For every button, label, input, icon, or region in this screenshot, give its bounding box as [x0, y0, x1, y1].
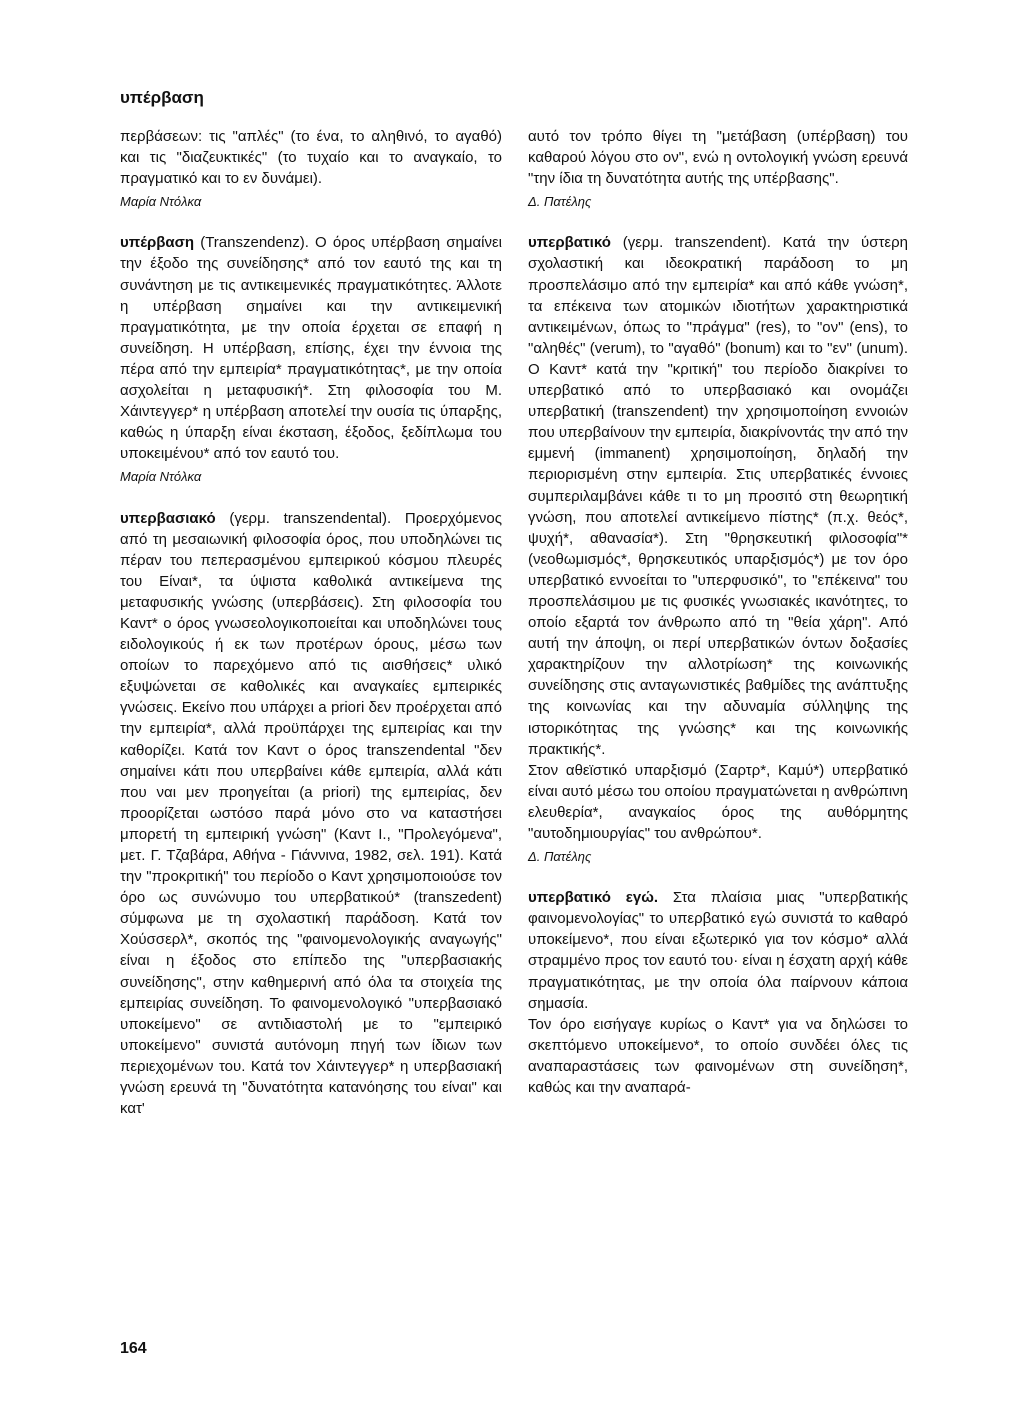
entry-text: (Transzendenz). Ο όρος υπέρβαση σημαίνει την έξοδο της συνείδησης* από τον εαυτό της και τη συνάντηση με τις αντικειμενικές πραγματικότητες. Άλλοτε η υπέρβαση σημαίνει και την αντικειμενική πραγματικότητα, με την οποία έρχεται σε επαφή η συνείδηση. Η υπέρβαση, επίσης, έχει την έννοια της πέρα από την εμπειρία* πραγματικότητας*, με την οποία ασχολείται η μεταφυσική*. Στη φιλοσοφία του Μ. Χάιντεγγερ* η υπέρβαση αποτελεί την ουσία τις ύπαρξης, καθώς η ύπαρξη είναι έκσταση, έξοδος, ξεδίπλωμα του υποκειμένου* από τον εαυτό του. [120, 234, 502, 463]
entry-term: υπερβατικό [528, 234, 611, 252]
entry-term: υπερβατικό εγώ. [528, 889, 659, 907]
paragraph: περβάσεων: τις "απλές" (το ένα, το αληθινό, το αγαθό) και τις "διαζευκτικές" (το τυχαίο και το αναγκαίο, το πραγματικό και το εν δυνάμει). [120, 128, 502, 188]
author-signature: Δ. Πατέλης [528, 849, 592, 865]
paragraph: Στον αθεϊστικό υπαρξισμό (Σαρτρ*, Καμύ*) υπερβατικό είναι αυτό μέσω του οποίου πραγματώνεται η ανθρώπινη ελευθερία*, αναγκαίος όρος της αυθόρμητης "αυτοδημιουργίας" του ανθρώπου*. [528, 761, 908, 842]
page-header-title: υπέρβαση [120, 88, 204, 107]
entry-text: (γερμ. transzendental). Προερχόμενος από τη μεσαιωνική φιλοσοφία όρος, που υποδηλώνει τις πέραν του πεπερασμένου εμπειρικού κόσμου πλευρές του Είναι*, τα ύψιστα καθολικά αντικείμενα της μεταφυσικής γνώσης (υπερβάσεις). Στη φιλοσοφία του Καντ* ο όρος γνωσεολογικοποιείται και υποδηλώνει τους ειδολογικούς ή εκ των προτέρων όρους, μέσω των οποίων το παρεχόμενο από τις αισθήσεις* υλικό εξυψώνεται σε καθολικές και αναγκαίες εμπειρικές γνώσεις. Εκείνο που υπάρχει a priori δεν προέρχεται από την εμπειρία*, αλλά προϋπάρχει της εμπειρίας και την καθορίζει. Κατά τον Καντ ο όρος transzendental "δεν σημαίνει κάτι που υπερβαίνει κάθε εμπειρία, αλλά κάτι που ναι μεν προηγείται (a priori) της εμπειρίας, δεν προορίζεται ωστόσο παρά μόνο στο να καταστήσει μπορετή τη εμπειρική γνώση" (Καντ Ι., "Προλεγόμενα", μετ. Γ. Τζαβάρα, Αθήνα - Γιάννινα, 1982, σελ. 191). Κατά την "προκριτική" του περίοδο ο Καντ χρησιμοποιούσε τον όρο ως συνώνυμο του υπερβατικού* (transzedent) σύμφωνα με τη σχολαστική παράδοση. Κατά τον Χούσσερλ*, σκοπός της "φαινομενολογικής αναγωγής" είναι η έξοδος στο επίπεδο της "υπερβασιακής συνείδησης", στην καθημερινή από όλα τα στοιχεία της εμπειρίας συνείδηση. Το φαινομενολογικό "υπερβασιακό υποκείμενο" σε αντιδιαστολή με το "εμπειρικό υποκείμενο" συνιστά αυτόνομη πηγή των ίδιων των περιεχομένων του. Κατά τον Χάιντεγγερ* η υπερβασιακή γνώση ερευνά τη "δυνατότητα κατανόησης του είναι" και κατ' [120, 509, 502, 1118]
paragraph: αυτό τον τρόπο θίγει τη "μετάβαση (υπέρβαση) του καθαρού λόγου στο ον", ενώ η οντολογική γνώση ερευνά "την ίδια τη δυνατότητα αυτής της υπέρβασης". [528, 128, 908, 188]
dictionary-entry [528, 232, 908, 759]
entry-term: υπέρβαση [120, 234, 195, 252]
entry-term: υπερβασιακό [120, 509, 216, 527]
entry-text: (γερμ. transzendent). Κατά την ύστερη σχολαστική και ιδεοκρατική παράδοση το μη προσπελάσιμο από την εμπειρία* και από κάθε γνώση*, τα επέκεινα των ατομικών ιδιοτήτων χαρακτηριστικά αντικειμένων, όπως το "πράγμα" (res), το "ον" (ens), το "αληθές" (verum), το "αγαθό" (bonum) και το "εν" (unum). Ο Καντ* κατά την "κριτική" του περίοδο διακρίνει το υπερβατικό από το υπερβασιακό και ονομάζει υπερβατική (transzendent) την χρησιμοποίηση εννοιών που υπερβαίνουν την εμπειρία, διακρίνοντάς την από την εμμενή (immanent) χρησιμοποίηση, δηλαδή την περιορισμένη στην εμπειρία. Στις υπερβατικές έννοιες συμπεριλαμβάνει κάθε τι το μη προσιτό στη θεωρητική γνώση, που αποτελεί αντικείμενο πίστης* (π.χ. θεός*, ψυχή*, αθανασία*). Στη "θρησκευτική φιλοσοφία"* (νεοθωμισμός*, θρησκευτικός υπαρξισμός*) με τον όρο υπερβατικό εννοείται το "υπερφυσικό", το "επέκεινα" του προσπελάσιμου με τις φυσικές γνωσιακές ικανότητες, το οποίο εξαρτά τον άνθρωπο από τη "θεία χάρη". Από αυτή την άποψη, οι περί υπερβατικών όντων δοξασίες χαρακτηρίζουν την αλλοτρίωση* της κοινωνικής συνείδησης στις ανταγωνιστικές βαθμίδες της ανάπτυξης της κοινωνίας και την αδυναμία σύλληψης της ιστορικότητας της γνώσης* και της κοινωνικής πρακτικής*. [528, 234, 908, 758]
paragraph: Τον όρο εισήγαγε κυρίως ο Καντ* για να δηλώσει το σκεπτόμενο υποκείμενο*, το οποίο συνδέει όλες τις αναπαραστάσεις των φαινομένων στη συνείδηση*, καθώς και την αναπαρά- [528, 1015, 908, 1097]
author-signature: Δ. Πατέλης [528, 194, 592, 210]
dictionary-entry [528, 887, 908, 1014]
page-number: 164 [120, 1340, 147, 1357]
author-signature: Μαρία Ντόλκα [120, 469, 202, 485]
author-signature: Μαρία Ντόλκα [120, 194, 202, 210]
right-column [528, 126, 908, 1098]
dictionary-entry [120, 232, 502, 464]
left-column [120, 126, 502, 1119]
entry-text: Στα πλαίσια μιας "υπερβατικής φαινομενολογίας" το υπερβατικό εγώ συνιστά το καθαρό υποκείμενο*, που είναι εξωτερικό για τον κόσμο* αλλά στραμμένο προς τον εαυτό του· είναι η έσχατη αρχή κάθε πραγματικότητας, με την οποία όλα παίρνουν κάποια σημασία. [528, 889, 908, 1012]
dictionary-entry [120, 508, 502, 1120]
